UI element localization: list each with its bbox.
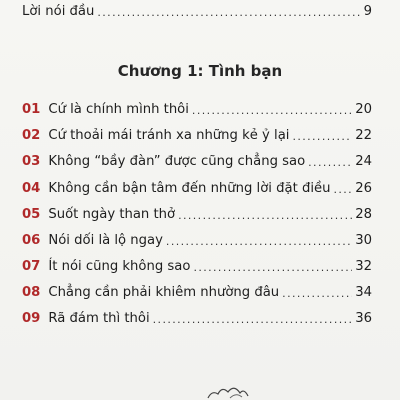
toc-entry-02 — [22, 124, 372, 144]
leader-dots — [97, 6, 360, 20]
entry-number: 01 — [22, 102, 41, 117]
doodle-illustration — [200, 378, 280, 400]
toc-entry-04 — [22, 177, 372, 197]
entry-number: 05 — [22, 207, 41, 222]
entry-page-number: 20 — [355, 102, 372, 117]
toc-entry-03 — [22, 150, 372, 170]
entry-title: Suốt ngày than thở — [48, 207, 176, 222]
chapter-title: Chương 1: Tình bạn — [117, 62, 283, 80]
leader-dots — [292, 130, 352, 144]
entry-page-number: 28 — [355, 207, 372, 222]
entry-page-number: 32 — [355, 259, 372, 274]
leader-dots — [153, 313, 353, 327]
toc-entry-05 — [22, 203, 372, 223]
entry-title: Không “bầy đàn” được cũng chẳng sao — [48, 154, 306, 169]
entry-number: 03 — [22, 154, 41, 169]
leader-dots — [308, 156, 352, 170]
entry-title: Ít nói cũng không sao — [48, 259, 191, 274]
toc-entry-08 — [22, 281, 372, 301]
entry-page-number: 24 — [355, 154, 372, 169]
entry-number: 09 — [22, 311, 41, 326]
leader-dots — [166, 235, 352, 249]
entry-title: Rã đám thì thôi — [48, 311, 150, 326]
leader-dots — [282, 287, 352, 301]
entry-title: Nói dối là lộ ngay — [48, 233, 163, 248]
toc-entry-01 — [22, 98, 372, 118]
entry-number: 07 — [22, 259, 41, 274]
entry-title: Cứ thoải mái tránh xa những kẻ ỷ lại — [48, 128, 290, 143]
leader-dots — [333, 183, 352, 197]
entry-page-number: 22 — [355, 128, 372, 143]
entry-number: 08 — [22, 285, 41, 300]
entry-title: Cứ là chính mình thôi — [48, 102, 189, 117]
toc-entry-07 — [22, 255, 372, 275]
entry-number: 06 — [22, 233, 41, 248]
leader-dots — [192, 104, 352, 118]
entry-title: Chẳng cần phải khiêm nhường đâu — [48, 285, 280, 300]
intro-title: Lời nói đầu — [22, 4, 95, 19]
leader-dots — [178, 209, 352, 223]
entry-number: 04 — [22, 181, 41, 196]
entry-title: Không cần bận tâm đến những lời đặt điều — [48, 181, 331, 196]
intro-page-number: 9 — [363, 4, 372, 19]
entry-page-number: 34 — [355, 285, 372, 300]
entry-page-number: 26 — [355, 181, 372, 196]
toc-entry-09 — [22, 307, 372, 327]
entry-page-number: 36 — [355, 311, 372, 326]
toc-intro-row — [22, 0, 372, 20]
leader-dots — [193, 261, 352, 275]
entry-page-number: 30 — [355, 233, 372, 248]
entry-number: 02 — [22, 128, 41, 143]
toc-entry-06 — [22, 229, 372, 249]
